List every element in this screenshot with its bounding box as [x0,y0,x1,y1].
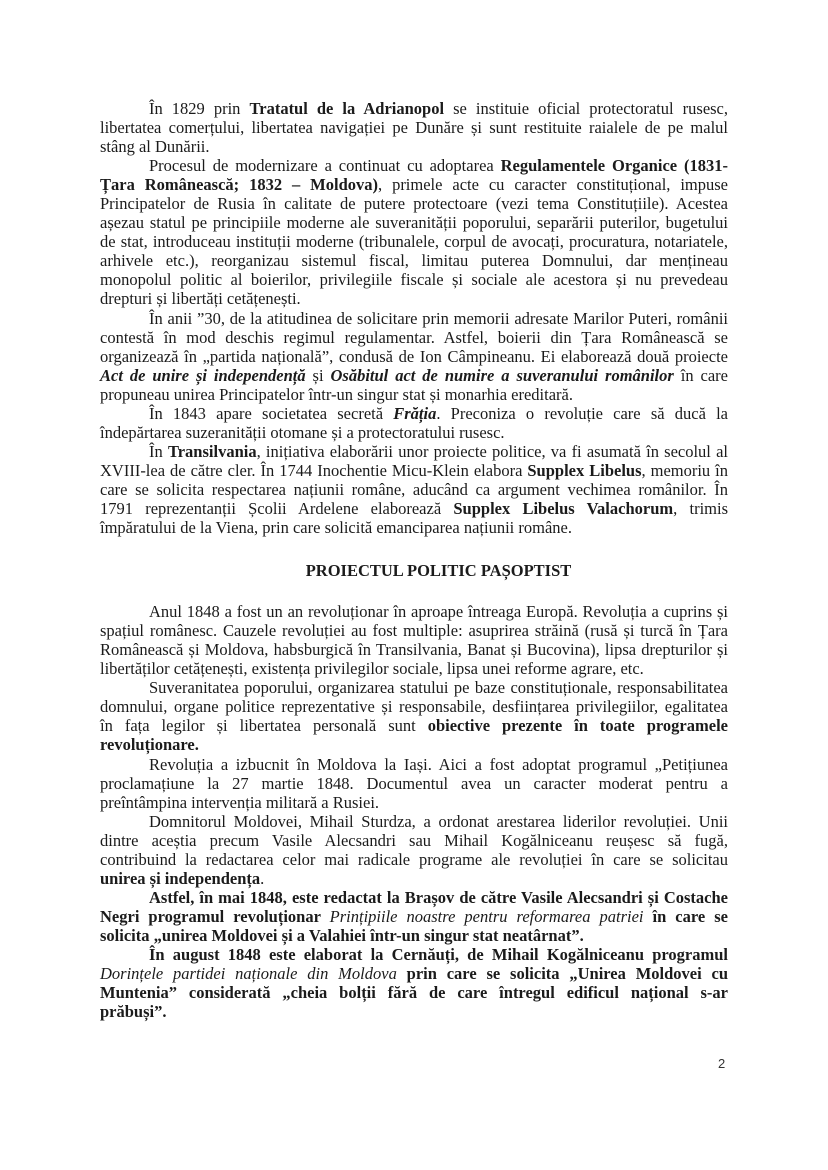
text-segment: domnului, organe politice reprezentative și responsabile, desființarea privilegiilor, egalitatea [100,697,728,717]
bold-text: În august 1848 este elaborat la Cernăuți, de Mihail Kogălniceanu programul [149,944,728,964]
text-line [100,175,728,194]
text-segment: organizează în „partida națională”, condusă de Ion Câmpineanu. Ei elaborează două proiecte [100,346,728,366]
paragraph [100,156,728,308]
text-segment: În 1829 prin [149,99,250,118]
text-line [100,480,728,499]
text-segment: care se solicita respectarea națiunii române, aducând ca argument vechimea românilor. În [100,479,728,499]
text-line [100,461,728,480]
text-segment: , trimis [673,498,728,518]
page-number: 2 [718,1056,726,1071]
text-line [100,774,728,793]
text-segment: spațiul românesc. Cauzele revoluției au fost multiple: asuprirea străină (rusă și turcă în Țara [100,621,728,641]
text-line [100,926,728,945]
text-line [100,328,728,347]
text-line [100,907,728,926]
text-line [100,404,728,423]
text-segment: , memoriu în [641,460,728,480]
text-segment: în care [673,365,728,385]
paragraph [100,404,728,442]
bold-text: Supplex Libelus Valachorum [453,498,674,518]
text-line [100,945,728,964]
text-segment: , primele acte cu caracter constituțional, impuse [378,175,729,195]
bold-text: revoluționare. [100,735,199,755]
text-segment: Românească și Moldova, habsburgică în Transilvania, Banat și Bucovina), lipsa drepturilor și [100,640,728,660]
text-segment: propuneau unirea Principatelor într-un singur stat și monarhia ereditară. [100,384,573,404]
text-segment: drepturi și libertăți cetățenești. [100,289,301,309]
text-line [100,983,728,1002]
text-line [100,716,728,735]
text-segment: stâng al Dunării. [100,137,210,157]
text-line [100,888,728,907]
text-segment: În 1843 apare societatea secretă [149,403,394,423]
text-segment: libertatea comerțului, libertatea navigației pe Dunăre și sunt restituite raialele de pe malul [100,118,728,138]
bold-italic-title: Frăția [393,403,437,423]
text-segment: se instituie oficial protectoratul rusesc, [444,99,729,118]
text-line [100,118,728,137]
bold-italic-title: Osăbitul act de numire a suveranului românilor [330,365,674,385]
text-line [100,251,728,270]
paragraph [100,755,728,812]
text-segment: așezau statul pe principiile moderne ale suveranității poporului, separării puterilor, bugetului [100,213,728,233]
section-heading: PROIECTUL POLITIC PAȘOPTIST [305,561,572,581]
paragraph [100,945,728,1021]
text-line [100,385,728,404]
bold-text: Regulamentele Organice (1831- [500,156,728,176]
text-line [100,194,728,213]
text-line [100,812,728,831]
text-segment: 1791 reprezentanții Școlii Ardelene elaborează [100,498,454,518]
text-line [100,697,728,716]
text-line [100,99,728,118]
text-line [100,640,728,659]
paragraph [100,888,728,945]
text-line [100,755,728,774]
text-segment: Anul 1848 a fost un an revoluționar în aproape întreaga Europă. Revoluția a cuprins și [149,602,728,622]
text-segment: contribuind la redactarea celor mai radicale programe ale revoluției în care se solicitau [100,849,728,869]
text-segment: Domnitorul Moldovei, Mihail Sturdza, a ordonat arestarea liderilor revoluției. Unii [149,811,728,831]
paragraph [100,99,728,156]
text-line [100,270,728,289]
text-line [100,232,728,251]
bold-italic-title: Act de unire și independență [100,365,306,385]
text-line [100,423,728,442]
bold-text: în care se [643,906,729,926]
bold-text: prăbuși”. [100,1002,167,1022]
bold-text: Țara Românească; 1832 – Moldova) [100,175,379,195]
text-line [100,964,728,983]
text-line [100,518,728,537]
text-line [100,793,728,812]
bold-text: prin care se solicita „Unirea Moldovei cu [396,964,729,984]
text-segment: împăratului de la Viena, prin care solicită emanciparea națiunii române. [100,518,572,538]
text-line [100,850,728,869]
text-line [100,213,728,232]
text-line [100,659,728,678]
text-segment: , inițiativa elaborării unor proiecte politice, va fi asumată în secolul al [256,441,728,461]
text-segment: libertăților cetățenești, existența privilegilor sociale, lipsa unei reforme agrare, etc. [100,659,644,679]
bold-text: obiective prezente în toate programele [427,716,728,736]
italic-title: Dorințele partidei naționale din Moldova [100,964,397,984]
text-segment: Revoluția a izbucnit în Moldova la Iași. Aici a fost adoptat programul „Petițiunea [149,754,728,774]
text-line [100,366,728,385]
bold-text: Supplex Libelus [527,460,642,480]
text-line [100,137,728,156]
text-line [100,442,728,461]
bold-text: Muntenia” considerată „cheia bolții fără de care întregul edificul național s-ar [100,983,728,1003]
italic-title: Prințipiile noastre pentru reformarea patriei [329,906,644,926]
text-segment: dintre aceștia precum Vasile Alecsandri sau Mihail Kogălniceanu reușesc să fugă, [100,830,728,850]
text-line [100,1002,728,1021]
bold-text: Transilvania [167,441,257,461]
paragraph [100,678,728,754]
bold-text: Tratatul de la Adrianopol [249,99,445,118]
text-segment: proclamațiune la 27 martie 1848. Documentul avea un caracter moderat pentru a [100,773,728,793]
text-line [100,678,728,697]
bold-text: unirea și independența [100,868,261,888]
text-segment: XVIII-lea de către cler. În 1744 Inochentie Micu-Klein elabora [100,460,528,480]
text-segment: contestă în mod deschis regimul regulamentar. Astfel, boierii din Țara Românească se [100,327,728,347]
bold-text: Astfel, în mai 1848, este redactat la Brașov de către Vasile Alecsandri și Costache [149,887,728,907]
paragraph [100,309,728,404]
text-line [100,156,728,175]
text-line [100,621,728,640]
text-line [100,309,728,328]
text-line [100,735,728,754]
text-segment: Suveranitatea poporului, organizarea statului pe baze constituționale, responsabilitatea [149,678,728,698]
paragraph [100,442,728,537]
text-line [100,499,728,518]
text-line [100,347,728,366]
text-line [100,869,728,888]
text-segment: îndepărtarea suzeranității otomane și a protectoratului rusesc. [100,422,505,442]
text-segment: În anii ”30, de la atitudinea de solicitare prin memorii adresate Marilor Puteri, românii [149,308,728,328]
text-segment: de stat, introduceau instituții moderne (tribunalele, corpul de avocați, procuratura, notariatele, [100,232,728,252]
text-segment: Principatelor de Rusia în calitate de putere protectoare (vezi tema Constituțiile). Acestea [100,194,728,214]
text-segment: în fața legilor și libertatea personală sunt [100,716,428,736]
text-line [100,602,728,621]
paragraph [100,812,728,888]
text-line [100,831,728,850]
text-segment: . Preconiza o revoluție care să ducă la [436,403,728,423]
document-body [100,99,728,1021]
text-segment: Procesul de modernizare a continuat cu adoptarea [149,156,501,176]
paragraph [100,602,728,678]
text-segment: și [305,365,331,385]
text-segment: arhivele etc.), reorganizau sistemul fiscal, limitau puterea Domnului, dar mențineau [100,251,728,271]
text-segment: În [149,441,168,461]
bold-text: solicita „unirea Moldovei și a Valahiei într-un singur stat neatârnat”. [100,925,584,945]
text-segment: preîntâmpina intervenția militară a Rusiei. [100,792,380,812]
text-line [100,289,728,308]
bold-text: Negri programul revoluționar [100,906,330,926]
text-segment: . [260,868,265,888]
text-segment: monopolul politic al boierilor, privilegiile fiscale și sociale ale acestora și nu prevedeau [100,270,728,290]
